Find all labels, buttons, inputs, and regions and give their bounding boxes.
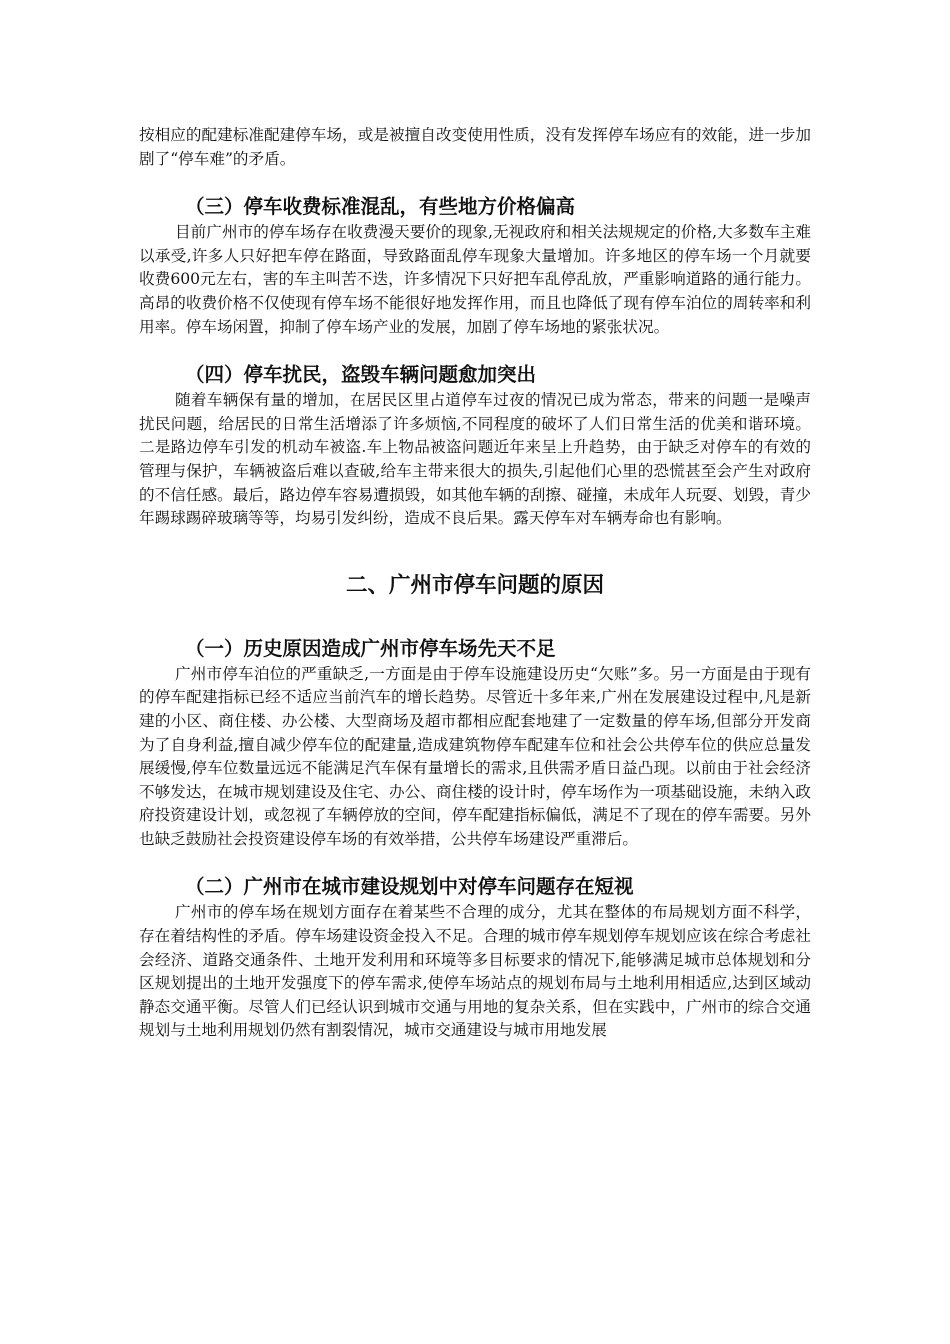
spacer bbox=[139, 171, 811, 193]
subsection-heading-3: （三）停车收费标准混乱，有些地方价格偏高 bbox=[185, 195, 576, 219]
subsection-heading-2: （二）广州市在城市建设规划中对停车问题存在短视 bbox=[185, 875, 634, 899]
subsection-body-2: 广州市的停车场在规划方面存在着某些不合理的成分，尤其在整体的布局规划方面不科学，存在着结构性的矛盾。停车场建设资金投入不足。合理的城市停车规划停车规划应该在综合考虑社会经济、道路交通条件、土地开发利用和环境等多目标要求的情况下,能够满足城市总体规划和分区规划提出的土地开发强度下的停车需求,使停车场站点的规划布局与土地利用相适应,达到区域动静态交通平衡。尽管人们已经认识到城市交通与用地的复杂关系，但在实践中，广州市的综合交通规划与土地利用规划仍然有割裂情况，城市交通建设与城市用地发展 bbox=[139, 903, 811, 1040]
subsection-body-3: 目前广州市的停车场存在收费漫天要价的现象,无视政府和相关法规规定的价格,大多数车主难以承受,许多人只好把车停在路面，导致路面乱停车现象大量增加。许多地区的停车场一个月就要收费600元左右，害的车主叫苦不迭，许多情况下只好把车乱停乱放，严重影响道路的通行能力。高昂的收费价格不仅使现有停车场不能很好地发挥作用，而且也降低了现有停车泊位的周转率和利用率。停车场闲置，抑制了停车场产业的发展，加剧了停车场地的紧张状况。 bbox=[139, 223, 811, 336]
section-title: 二、广州市停车问题的原因 bbox=[345, 572, 604, 598]
intro-paragraph: 按相应的配建标准配建停车场，或是被擅自改变使用性质，没有发挥停车场应有的效能，进一步加剧了“停车难”的矛盾。 bbox=[139, 126, 811, 168]
spacer bbox=[139, 339, 811, 361]
document-page bbox=[139, 124, 811, 1043]
subsection-body-1: 广州市停车泊位的严重缺乏,一方面是由于停车设施建设历史“欠账”多。另一方面是由于现有的停车配建指标已经不适应当前汽车的增长趋势。尽管近十多年来,广州在发展建设过程中,凡是新建的小区、商住楼、办公楼、大型商场及超市都相应配套地建了一定数量的停车场,但部分开发商为了自身利益,擅自减少停车位的配建量,造成建筑物停车配建车位和社会公共停车位的供应总量发展缓慢,停车位数量远远不能满足汽车保有量增长的需求,且供需矛盾日益凸现。以前由于社会经济不够发达，在城市规划建设及住宅、办公、商住楼的设计时，停车场作为一项基础设施，未纳入政府投资建设计划，或忽视了车辆停放的空间，停车配建指标偏低，满足不了现在的停车需要。另外也缺乏鼓励社会投资建设停车场的有效举措，公共停车场建设严重滞后。 bbox=[139, 664, 811, 848]
subsection-heading-4: （四）停车扰民，盗毁车辆问题愈加突出 bbox=[185, 363, 537, 387]
spacer bbox=[139, 851, 811, 873]
subsection-body-4: 随着车辆保有量的增加，在居民区里占道停车过夜的情况已成为常态，带来的问题一是噪声扰民问题，给居民的日常生活增添了许多烦恼,不同程度的破坏了人们日常生活的优美和谐环境。二是路边停车引发的机动车被盗.车上物品被盗问题近年来呈上升趋势，由于缺乏对停车的有效的管理与保护，车辆被盗后难以查破,给车主带来很大的损失,引起他们心里的恐慌甚至会产生对政府的不信任感。最后，路边停车容易遭损毁，如其他车辆的刮擦、碰撞，未成年人玩耍、划毁，青少年踢球踢碎玻璃等等，均易引发纠纷，造成不良后果。露天停车对车辆寿命也有影响。 bbox=[139, 391, 811, 528]
spacer bbox=[139, 601, 811, 635]
subsection-heading-1: （一）历史原因造成广州市停车场先天不足 bbox=[185, 636, 556, 660]
spacer bbox=[139, 531, 811, 571]
